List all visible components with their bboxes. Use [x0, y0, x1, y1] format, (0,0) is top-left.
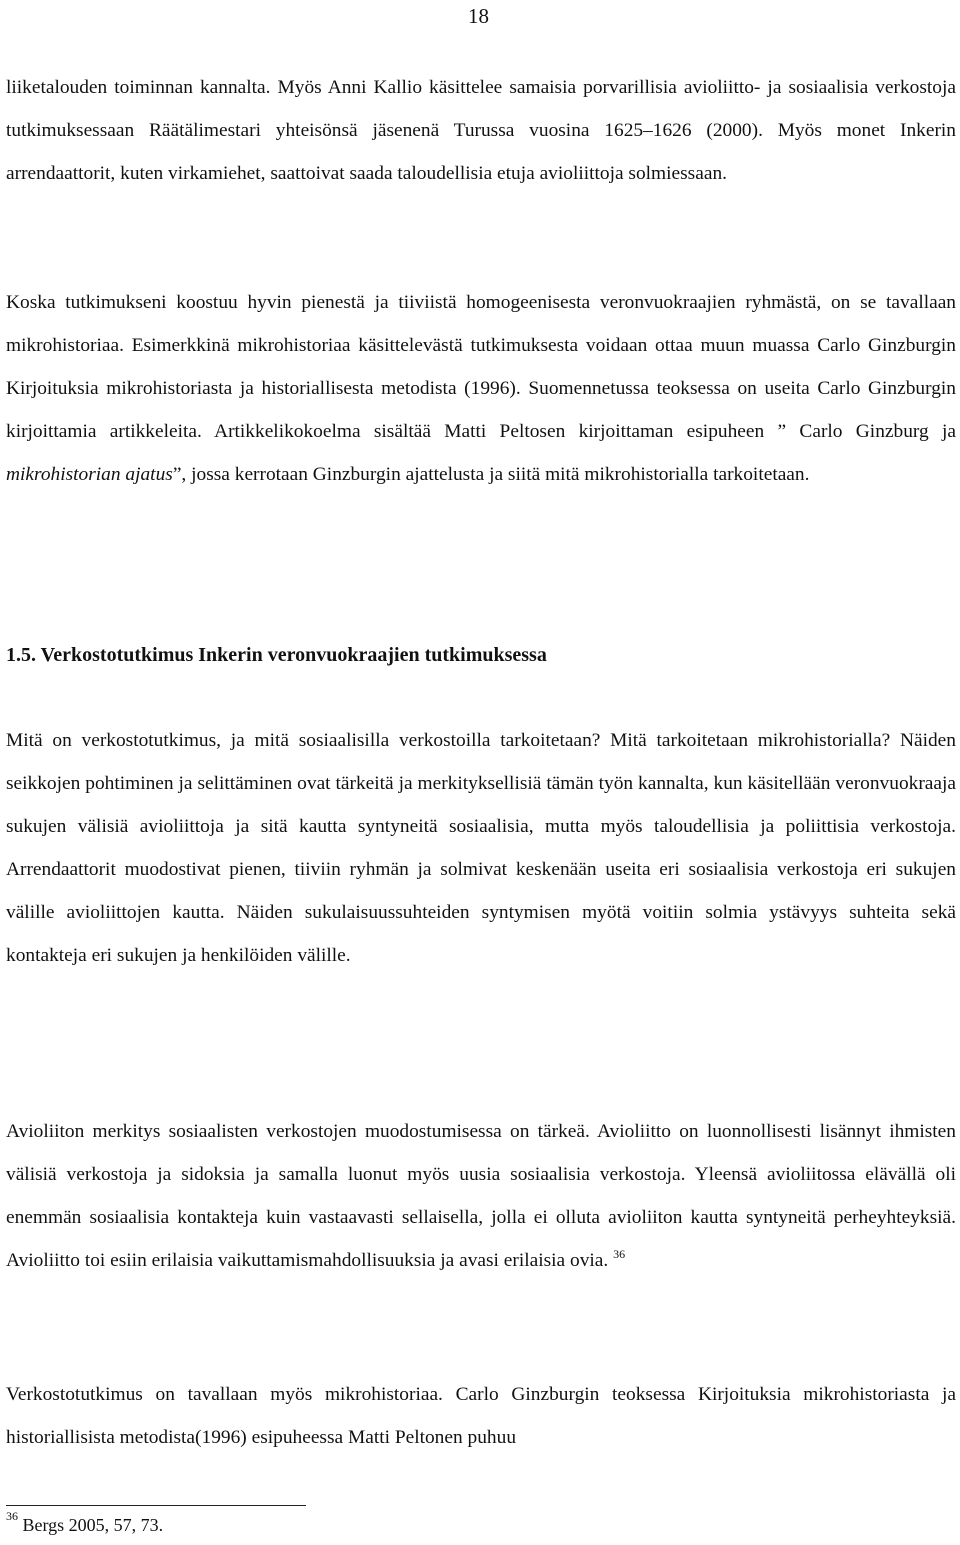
paragraph-1: [6, 66, 956, 195]
footnote-divider: [6, 1505, 306, 1506]
footnote-number: 36: [6, 1509, 18, 1523]
paragraph-4-text: Avioliiton merkitys sosiaalisten verkostojen muodostumisessa on tärkeä. Avioliitto on luonnollisesti lisännyt ihmisten välisiä verkostoja ja sidoksia ja samalla luonut myös uusia sosiaalisia verkostoja. Yleensä avioliitossa elävällä oli enemmän sosiaalisia kontakteja kuin vastaavasti sellaisella, jolla ei olluta avioliiton kautta syntyneitä perheyhteyksiä. Avioliitto toi esiin erilaisia vaikuttamismahdollisuuksia ja avasi erilaisia ovia.: [6, 1121, 956, 1271]
paragraph-3: [6, 719, 956, 977]
page-number: 18: [468, 4, 489, 28]
paragraph-5: [6, 1373, 956, 1459]
footnote-ref: 36: [613, 1247, 626, 1261]
paragraph-5-text: Verkostotutkimus on tavallaan myös mikrohistoriaa. Carlo Ginzburgin teoksessa Kirjoituksia mikrohistoriasta ja historiallisista metodista(1996) esipuheessa Matti Peltonen puhuu: [6, 1384, 956, 1448]
italic-title: mikrohistorian ajatus: [6, 464, 173, 485]
paragraph-2-text-a: Koska tutkimukseni koostuu hyvin pienestä ja tiiviistä homogeenisesta veronvuokraajien ryhmästä, on se tavallaan mikrohistoriaa. Esimerkkinä mikrohistoriaa käsittelevästä tutkimuksesta voidaan ottaa muun muassa Carlo Ginzburgin Kirjoituksia mikrohistoriasta ja historiallisesta metodista (1996). Suomennetussa teoksessa on useita Carlo Ginzburgin kirjoittamia artikkeleita. Artikkelikokoelma sisältää Matti Peltosen kirjoittaman esipuheen ” Carlo Ginzburg ja: [6, 292, 956, 442]
paragraph-2: [6, 281, 956, 496]
footnote-text: Bergs 2005, 57, 73.: [18, 1515, 164, 1535]
footnote: [6, 1509, 164, 1536]
section-heading: 1.5. Verkostotutkimus Inkerin veronvuokraajien tutkimuksessa: [6, 644, 547, 666]
paragraph-4: [6, 1110, 956, 1282]
paragraph-3-text: Mitä on verkostotutkimus, ja mitä sosiaalisilla verkostoilla tarkoitetaan? Mitä tarkoitetaan mikrohistorialla? Näiden seikkojen pohtiminen ja selittäminen ovat tärkeitä ja merkityksellisiä tämän työn kannalta, kun käsitellään veronvuokraaja sukujen välisiä avioliittoja ja sitä kautta syntyneitä sosiaalisia, mutta myös taloudellisia ja poliittisia verkostoja. Arrendaattorit muodostivat pienen, tiiviin ryhmän ja solmivat keskenään useita eri sosiaalisia verkostoja eri sukujen välille avioliittojen kautta. Näiden sukulaisuussuhteiden syntymisen myötä voitiin solmia ystävyys suhteita sekä kontakteja eri sukujen ja henkilöiden välille.: [6, 730, 956, 966]
paragraph-1-text: liiketalouden toiminnan kannalta. Myös Anni Kallio käsittelee samaisia porvarillisia avioliitto- ja sosiaalisia verkostoja tutkimuksessaan Räätälimestari yhteisönsä jäsenenä Turussa vuosina 1625–1626 (2000). Myös monet Inkerin arrendaattorit, kuten virkamiehet, saattoivat saada taloudellisia etuja avioliittoja solmiessaan.: [6, 77, 956, 184]
paragraph-2-text-b: ”, jossa kerrotaan Ginzburgin ajattelusta ja siitä mitä mikrohistorialla tarkoitetaan.: [172, 464, 810, 485]
